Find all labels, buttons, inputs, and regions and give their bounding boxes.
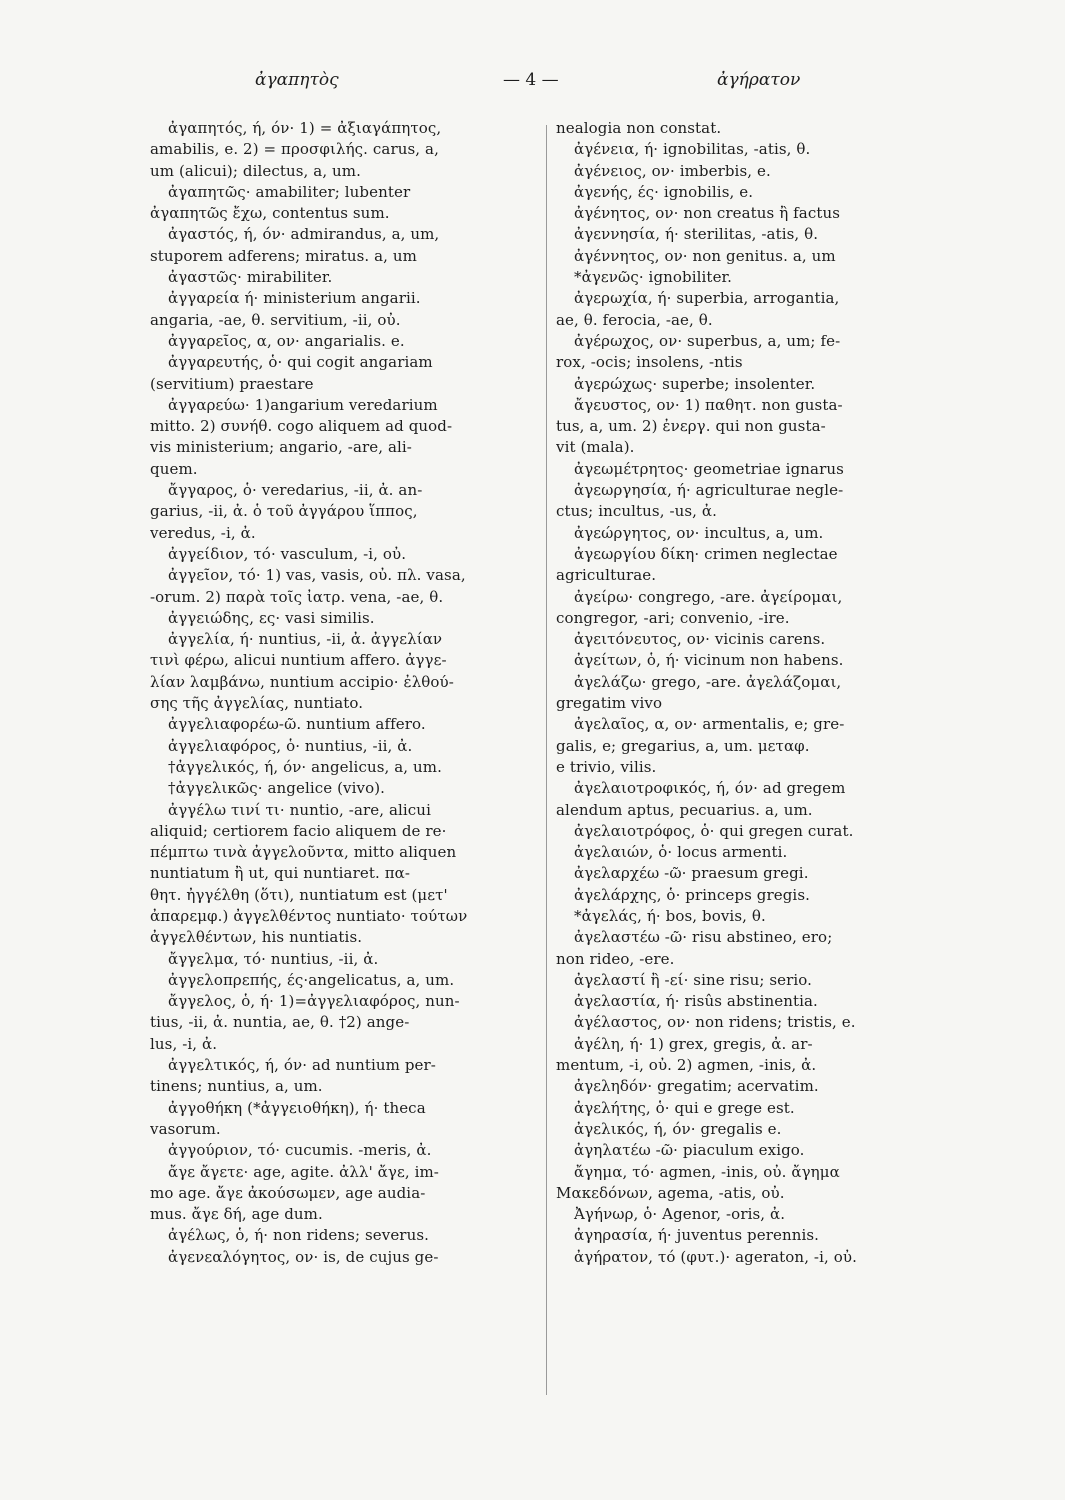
dictionary-line: ἀγαστός, ή, όν· admirandus, a, um, bbox=[168, 225, 440, 244]
dictionary-line: ἀγελάρχης, ὁ· princeps gregis. bbox=[574, 885, 810, 904]
dictionary-line: nuntiatum ἢ ut, qui nuntiaret. πα- bbox=[150, 864, 411, 883]
dictionary-line: ἀγειτόνευτος, ον· vicinis carens. bbox=[574, 630, 826, 649]
dictionary-line: ἀγελαστία, ή· risûs abstinentia. bbox=[574, 992, 818, 1011]
dictionary-line: ἀγελάζω· grego, -are. ἀγελάζομαι, bbox=[574, 672, 842, 691]
dictionary-line: ἄγευστος, ον· 1) παθητ. non gusta- bbox=[574, 395, 843, 414]
dictionary-line: *ἀγελάς, ή· bos, bovis, θ. bbox=[574, 906, 766, 925]
dictionary-line: ἀγενής, ές· ignobilis, e. bbox=[574, 182, 754, 201]
dictionary-line: ἀγελαιοτροφικός, ή, όν· ad gregem bbox=[574, 779, 846, 798]
dictionary-line: ἀγγέλω τινί τι· nuntio, -are, alicui bbox=[168, 800, 431, 819]
dictionary-line: ἀγένεια, ή· ignobilitas, -atis, θ. bbox=[574, 140, 811, 159]
dictionary-line: aliquid; certiorem facio aliquem de re· bbox=[150, 821, 447, 840]
dictionary-line: ἀγελαστέω -ῶ· risu abstineo, ero; bbox=[574, 928, 833, 947]
dictionary-line: ἀγγειώδης, ες· vasi similis. bbox=[168, 608, 375, 627]
dictionary-line: mo age. ἄγε ἀκούσωμεν, age audia- bbox=[150, 1183, 426, 1202]
dictionary-line: ἀγελαιοτρόφος, ὁ· qui gregen curat. bbox=[574, 821, 854, 840]
dictionary-line: ἀγγελιαφορέω-ῶ. nuntium affero. bbox=[168, 715, 426, 734]
dictionary-line: ἀγέλη, ή· 1) grex, gregis, ἀ. ar- bbox=[574, 1034, 813, 1053]
dictionary-line: ἀγενεαλόγητος, ον· is, de cujus ge- bbox=[168, 1247, 439, 1266]
dictionary-line: lus, -i, ἀ. bbox=[150, 1034, 218, 1053]
dictionary-line: mentum, -i, οὐ. 2) agmen, -inis, ἀ. bbox=[556, 1056, 817, 1075]
dictionary-line: λίαν λαμβάνω, nuntium accipio· ἐλθού- bbox=[150, 672, 454, 691]
dictionary-line: ae, θ. ferocia, -ae, θ. bbox=[556, 310, 713, 329]
dictionary-line: ἄγε ἄγετε· age, agite. ἀλλ' ἄγε, im- bbox=[168, 1162, 439, 1181]
header-first-entry: ἀγαπητὸς bbox=[255, 70, 339, 90]
dictionary-line: ἀγγείδιον, τό· vasculum, -i, οὐ. bbox=[168, 544, 407, 563]
dictionary-line: ctus; incultus, -us, ἀ. bbox=[556, 502, 718, 521]
dictionary-line: ἀγείρω· congrego, -are. ἀγείρομαι, bbox=[574, 587, 843, 606]
dictionary-line: †ἀγγελικός, ή, όν· angelicus, a, um. bbox=[168, 757, 442, 776]
dictionary-line: ἀγγοθήκη (*ἀγγειοθήκη), ή· theca bbox=[168, 1098, 426, 1117]
dictionary-line: angaria, -ae, θ. servitium, -ii, οὐ. bbox=[150, 310, 401, 329]
dictionary-line: ἀγένειος, ον· imberbis, e. bbox=[574, 161, 771, 180]
dictionary-line: vasorum. bbox=[150, 1119, 221, 1138]
running-header bbox=[255, 70, 855, 100]
dictionary-line: ἀγγελιαφόρος, ὁ· nuntius, -ii, ἀ. bbox=[168, 736, 413, 755]
dictionary-line: ἀγγαρεία ή· ministerium angarii. bbox=[168, 289, 421, 308]
dictionary-line: ἀγένητος, ον· non creatus ἢ factus bbox=[574, 204, 841, 223]
dictionary-line: ἀγεννησία, ή· sterilitas, -atis, θ. bbox=[574, 225, 819, 244]
page-number: — 4 — bbox=[503, 70, 559, 90]
dictionary-line: vis ministerium; angario, -are, ali- bbox=[150, 438, 412, 457]
dictionary-line: ἀγελήτης, ὁ· qui e grege est. bbox=[574, 1098, 795, 1117]
dictionary-line: ἀγελαιών, ὁ· locus armenti. bbox=[574, 843, 788, 862]
dictionary-line: ἀγηλατέω -ῶ· piaculum exigo. bbox=[574, 1141, 805, 1160]
dictionary-line: ἀγγαρεύω· 1)angarium veredarium bbox=[168, 395, 438, 414]
dictionary-line: ἀγήρατον, τό (φυτ.)· ageraton, -i, οὐ. bbox=[574, 1247, 857, 1266]
dictionary-line: ἀπαρεμφ.) ἀγγελθέντος nuntiato· τούτων bbox=[150, 906, 468, 925]
dictionary-line: ἀγέννητος, ον· non genitus. a, um bbox=[574, 246, 836, 265]
dictionary-line: tinens; nuntius, a, um. bbox=[150, 1077, 323, 1096]
dictionary-line: stuporem adferens; miratus. a, um bbox=[150, 246, 417, 265]
dictionary-line: ἄγημα, τό· agmen, -inis, οὐ. ἄγημα bbox=[574, 1162, 840, 1181]
dictionary-line: σης τῆς ἀγγελίας, nuntiato. bbox=[150, 694, 364, 713]
dictionary-line: Μακεδόνων, agema, -atis, οὐ. bbox=[556, 1183, 785, 1202]
dictionary-line: ἀγαπητός, ή, όν· 1) = ἀξιαγάπητος, bbox=[168, 119, 442, 137]
dictionary-line: ἀγελαρχέω -ῶ· praesum gregi. bbox=[574, 864, 809, 883]
dictionary-line: ἀγαστῶς· mirabiliter. bbox=[168, 268, 333, 287]
dictionary-line: ἀγγούριον, τό· cucumis. -meris, ἀ. bbox=[168, 1141, 432, 1160]
dictionary-line: ἀγελαῖος, α, ον· armentalis, e; gre- bbox=[574, 715, 845, 734]
dictionary-line: ἀγαπητῶς ἔχω, contentus sum. bbox=[150, 204, 390, 223]
dictionary-line: ἀγέρωχος, ον· superbus, a, um; fe- bbox=[574, 331, 841, 350]
dictionary-line: congregor, -ari; convenio, -ire. bbox=[556, 608, 790, 627]
dictionary-line: ἀγεωργησία, ή· agriculturae negle- bbox=[574, 481, 844, 500]
dictionary-line: ἀγγεῖον, τό· 1) vas, vasis, οὐ. πλ. vasa, bbox=[168, 566, 466, 585]
dictionary-line: alendum aptus, pecuarius. a, um. bbox=[556, 800, 813, 819]
dictionary-line: ἀγερωχία, ή· superbia, arrogantia, bbox=[574, 289, 840, 308]
dictionary-line: πέμπτω τινὰ ἀγγελοῦντα, mitto aliquen bbox=[150, 843, 457, 862]
dictionary-line: ἀγγαρεῖος, α, ον· angarialis. e. bbox=[168, 331, 405, 350]
dictionary-line: †ἀγγελικῶς· angelice (vivo). bbox=[168, 779, 386, 798]
dictionary-line: rox, -ocis; insolens, -ntis bbox=[556, 353, 743, 372]
dictionary-line: gregatim vivo bbox=[556, 694, 663, 713]
dictionary-line: ἀγελαστί ἢ -εί· sine risu; serio. bbox=[574, 970, 813, 989]
dictionary-line: um (alicui); dilectus, a, um. bbox=[150, 161, 362, 180]
dictionary-line: ἀγηρασία, ή· juventus perennis. bbox=[574, 1226, 820, 1245]
dictionary-line: mus. ἄγε δή, age dum. bbox=[150, 1205, 323, 1224]
dictionary-line: ἀγεληδόν· gregatim; acervatim. bbox=[574, 1077, 819, 1096]
dictionary-line: (servitium) praestare bbox=[150, 374, 314, 393]
dictionary-line: -orum. 2) παρὰ τοῖς ἰατρ. vena, -ae, θ. bbox=[150, 587, 444, 606]
dictionary-line: amabilis, e. 2) = προσφιλής. carus, a, bbox=[150, 140, 439, 159]
dictionary-line: nealogia non constat. bbox=[556, 119, 722, 137]
dictionary-line: ἀγγελία, ή· nuntius, -ii, ἀ. ἀγγελίαν bbox=[168, 630, 443, 649]
dictionary-line: non rideo, -ere. bbox=[556, 949, 675, 968]
dictionary-line: ἀγεωμέτρητος· geometriae ignarus bbox=[574, 459, 844, 478]
dictionary-line: e trivio, vilis. bbox=[556, 757, 657, 776]
column-divider bbox=[546, 125, 547, 1395]
dictionary-line: ἀγγαρευτής, ὁ· qui cogit angariam bbox=[168, 353, 433, 372]
right-column bbox=[556, 118, 936, 1268]
dictionary-line: ἄγγελμα, τό· nuntius, -ii, ἀ. bbox=[168, 949, 379, 968]
dictionary-line: ἀγαπητῶς· amabiliter; lubenter bbox=[168, 182, 411, 201]
dictionary-line: veredus, -i, ἀ. bbox=[150, 523, 256, 542]
dictionary-line: ἀγέλως, ὁ, ή· non ridens; severus. bbox=[168, 1226, 429, 1245]
dictionary-line: tus, a, um. 2) ἐνεργ. qui non gusta- bbox=[556, 417, 826, 436]
dictionary-line: ἀγελικός, ή, όν· gregalis e. bbox=[574, 1119, 782, 1138]
header-last-entry: ἀγήρατον bbox=[717, 70, 801, 90]
dictionary-line: ἀγεωργίου δίκη· crimen neglectae bbox=[574, 544, 838, 563]
dictionary-line: tius, -ii, ἀ. nuntia, ae, θ. †2) ange- bbox=[150, 1013, 410, 1032]
dictionary-line: mitto. 2) συνήθ. cogo aliquem ad quod- bbox=[150, 417, 453, 436]
dictionary-line: Ἀγήνωρ, ὁ· Agenor, -oris, ἀ. bbox=[574, 1205, 786, 1224]
dictionary-line: ἄγγελος, ὁ, ή· 1)=ἀγγελιαφόρος, nun- bbox=[168, 992, 460, 1011]
dictionary-line: ἀγγελθέντων, his nuntiatis. bbox=[150, 928, 363, 947]
dictionary-line: ἀγγελτικός, ή, όν· ad nuntium per- bbox=[168, 1056, 436, 1075]
dictionary-line: τινὶ φέρω, alicui nuntium affero. ἀγγε- bbox=[150, 651, 447, 670]
dictionary-line: vit (mala). bbox=[556, 438, 635, 457]
left-column bbox=[150, 118, 542, 1268]
dictionary-line: *ἀγενῶς· ignobiliter. bbox=[574, 268, 733, 287]
dictionary-line: agriculturae. bbox=[556, 566, 657, 585]
dictionary-line: ἀγέλαστος, ον· non ridens; tristis, e. bbox=[574, 1013, 856, 1032]
dictionary-line: ἀγγελοπρεπής, ές·angelicatus, a, um. bbox=[168, 970, 455, 989]
dictionary-line: garius, -ii, ἀ. ὁ τοῦ ἀγγάρου ἵππος, bbox=[150, 502, 418, 521]
dictionary-line: ἀγείτων, ὁ, ή· vicinum non habens. bbox=[574, 651, 844, 670]
dictionary-line: ἄγγαρος, ὁ· veredarius, -ii, ἀ. an- bbox=[168, 481, 423, 500]
dictionary-line: galis, e; gregarius, a, um. μεταφ. bbox=[556, 736, 810, 755]
dictionary-line: ἀγερώχως· superbe; insolenter. bbox=[574, 374, 816, 393]
dictionary-line: θητ. ἠγγέλθη (ὅτι), nuntiatum est (μετ' bbox=[150, 885, 448, 904]
dictionary-line: ἀγεώργητος, ον· incultus, a, um. bbox=[574, 523, 824, 542]
dictionary-line: quem. bbox=[150, 459, 198, 478]
